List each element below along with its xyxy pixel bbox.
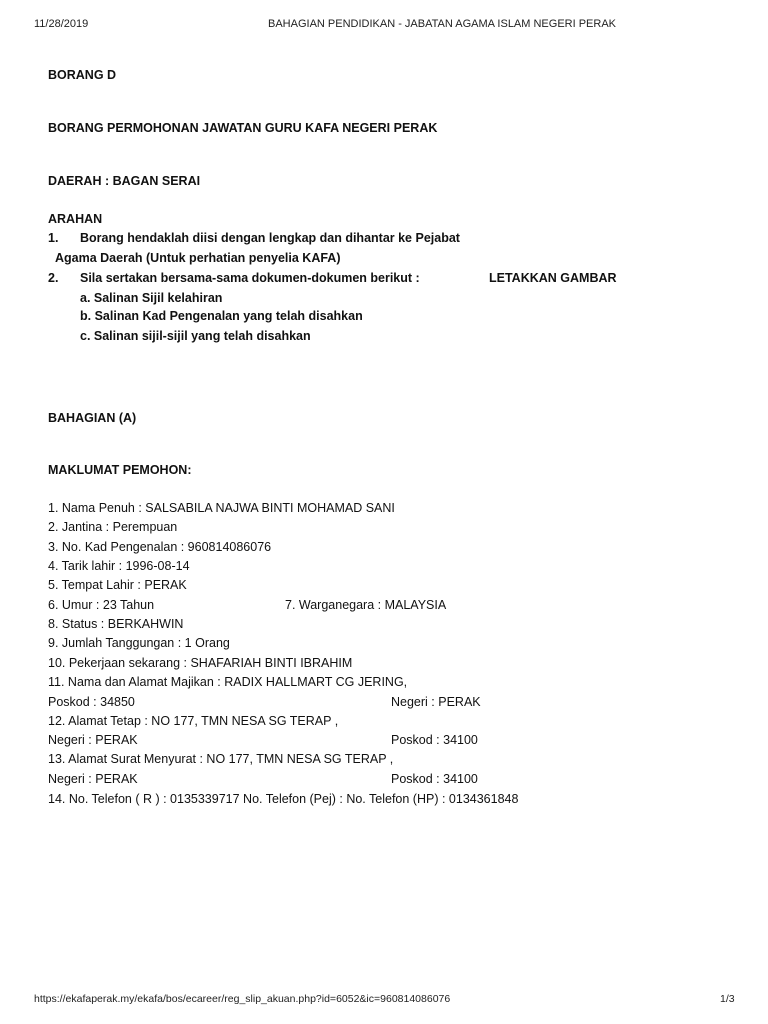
field-permanent-state: Negeri : PERAK [48,733,138,747]
page-number: 1/3 [720,993,735,1005]
instruction-2-number: 2. [48,271,59,285]
document-b: b. Salinan Kad Pengenalan yang telah disahkan [80,309,363,323]
section-subtitle: MAKLUMAT PEMOHON: [48,463,192,477]
field-employer-state: Negeri : PERAK [391,695,481,709]
section-title: BAHAGIAN (A) [48,411,137,425]
field-age: 6. Umur : 23 Tahun [48,598,155,612]
field-employer: 11. Nama dan Alamat Majikan : RADIX HALLMART CG JERING, [48,675,408,689]
print-date: 11/28/2019 [34,18,89,30]
field-full-name: 1. Nama Penuh : SALSABILA NAJWA BINTI MOHAMAD SANI [48,501,395,515]
instruction-1-line-2: Agama Daerah (Untuk perhatian penyelia KAFA) [55,251,341,265]
instruction-2-text: Sila sertakan bersama-sama dokumen-dokumen berikut : [80,271,420,285]
print-url: https://ekafaperak.my/ekafa/bos/ecareer/reg_slip_akuan.php?id=6052&ic=960814086076 [34,993,451,1005]
field-mailing-state: Negeri : PERAK [48,772,138,786]
form-code: BORANG D [48,68,117,82]
print-title: BAHAGIAN PENDIDIKAN - JABATAN AGAMA ISLAM NEGERI PERAK [268,18,617,30]
instruction-1-line-1: Borang hendaklah diisi dengan lengkap dan dihantar ke Pejabat [80,231,460,245]
field-nationality: 7. Warganegara : MALAYSIA [285,598,447,612]
field-permanent-address: 12. Alamat Tetap : NO 177, TMN NESA SG TERAP , [48,714,339,728]
field-mailing-address: 13. Alamat Surat Menyurat : NO 177, TMN NESA SG TERAP , [48,752,394,766]
document-c: c. Salinan sijil-sijil yang telah disahkan [80,329,311,343]
field-employer-postcode: Poskod : 34850 [48,695,135,709]
field-telephone: 14. No. Telefon ( R ) : 0135339717 No. Telefon (Pej) : No. Telefon (HP) : 0134361848 [48,792,519,806]
instructions-heading: ARAHAN [48,212,103,226]
photo-placeholder-label: LETAKKAN GAMBAR [489,271,617,285]
field-mailing-postcode: Poskod : 34100 [391,772,478,786]
field-permanent-postcode: Poskod : 34100 [391,733,478,747]
form-title: BORANG PERMOHONAN JAWATAN GURU KAFA NEGERI PERAK [48,121,438,135]
field-dependents: 9. Jumlah Tanggungan : 1 Orang [48,636,230,650]
field-birth-place: 5. Tempat Lahir : PERAK [48,578,187,592]
instruction-1-number: 1. [48,231,59,245]
document-a: a. Salinan Sijil kelahiran [80,291,223,305]
field-status: 8. Status : BERKAHWIN [48,617,184,631]
field-ic-number: 3. No. Kad Pengenalan : 960814086076 [48,540,272,554]
field-birth-date: 4. Tarik lahir : 1996-08-14 [48,559,190,573]
district: DAERAH : BAGAN SERAI [48,174,201,188]
field-gender: 2. Jantina : Perempuan [48,520,178,534]
field-occupation: 10. Pekerjaan sekarang : SHAFARIAH BINTI IBRAHIM [48,656,353,670]
